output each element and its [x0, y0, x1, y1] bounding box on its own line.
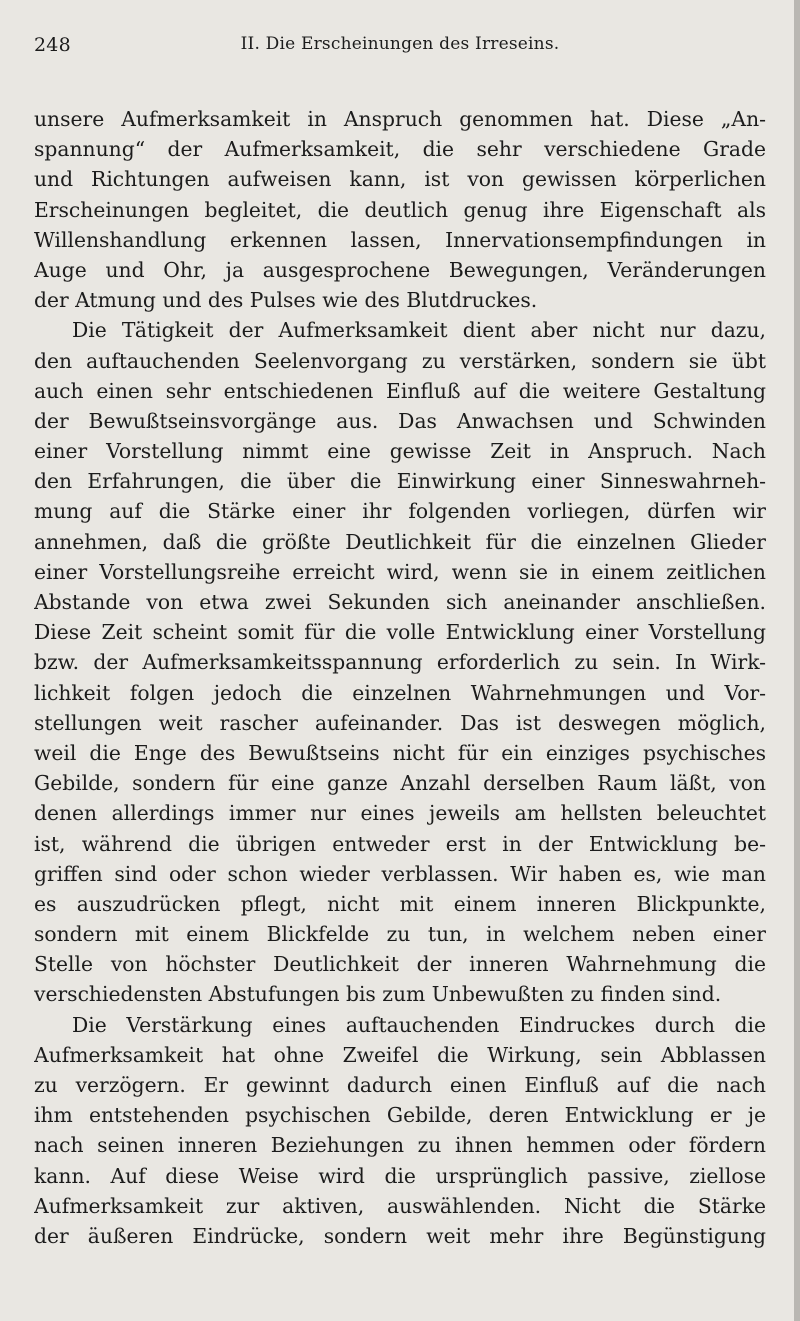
- text-line: verschiedensten Abstufungen bis zum Unbewußten zu finden sind.: [34, 982, 722, 1007]
- text-line: Erscheinungen begleitet, die deutlich genug ihre Eigenschaft als: [34, 197, 766, 222]
- text-line: der äußeren Eindrücke, sondern weit mehr ihre Begünstigung: [34, 1223, 766, 1248]
- text-line: den Erfahrungen, die über die Einwirkung einer Sinneswahrneh-: [34, 469, 766, 494]
- text-line: Abstande von etwa zwei Sekunden sich aneinander anschließen.: [34, 590, 766, 614]
- text-line: weil die Enge des Bewußtseins nicht für ein einziges psychisches: [34, 740, 766, 765]
- text-line: zu verzögern. Er gewinnt dadurch einen Einfluß auf die nach: [34, 1073, 766, 1097]
- page-edge-shadow: [794, 0, 800, 1321]
- text-line: ist, während die übrigen entweder erst in der Entwicklung be-: [34, 831, 766, 856]
- text-line: Auge und Ohr, ja ausgesprochene Bewegungen, Veränderungen: [34, 257, 766, 282]
- text-line: bzw. der Aufmerksamkeitsspannung erforderlich zu sein. In Wirk-: [34, 650, 766, 675]
- text-line: Die Tätigkeit der Aufmerksamkeit dient aber nicht nur dazu,: [72, 318, 766, 343]
- text-line: Stelle von höchster Deutlichkeit der inneren Wahrnehmung die: [34, 952, 766, 977]
- text-line: unsere Aufmerksamkeit in Anspruch genommen hat. Diese „An-: [34, 107, 766, 131]
- text-line: annehmen, daß die größte Deutlichkeit für die einzelnen Glieder: [34, 529, 766, 554]
- text-line: Gebilde, sondern für eine ganze Anzahl derselben Raum läßt, von: [34, 771, 766, 796]
- text-line: den auftauchenden Seelenvorgang zu verstärken, sondern sie übt: [34, 348, 766, 373]
- text-line: nach seinen inneren Beziehungen zu ihnen hemmen oder fördern: [34, 1133, 766, 1158]
- text-line: lichkeit folgen jedoch die einzelnen Wahrnehmungen und Vor-: [34, 680, 766, 705]
- text-line: mung auf die Stärke einer ihr folgenden vorliegen, dürfen wir: [34, 499, 766, 524]
- text-line: griffen sind oder schon wieder verblassen. Wir haben es, wie man: [34, 861, 766, 886]
- text-line: Diese Zeit scheint somit für die volle Entwicklung einer Vorstellung: [34, 620, 766, 645]
- text-line: stellungen weit rascher aufeinander. Das ist deswegen möglich,: [34, 710, 766, 735]
- body-text: [34, 104, 766, 1251]
- text-line: spannung“ der Aufmerksamkeit, die sehr verschiedene Grade: [34, 137, 766, 162]
- running-title: II. Die Erscheinungen des Irreseins.: [240, 34, 560, 54]
- text-line: kann. Auf diese Weise wird die ursprünglich passive, ziellose: [34, 1163, 766, 1188]
- text-line: Willenshandlung erkennen lassen, Innervationsempfindungen in: [34, 227, 766, 252]
- page-number: 248: [34, 34, 71, 56]
- text-line: Aufmerksamkeit hat ohne Zweifel die Wirkung, sein Abblassen: [34, 1042, 766, 1067]
- text-line: einer Vorstellung nimmt eine gewisse Zeit in Anspruch. Nach: [34, 439, 766, 464]
- text-line: der Bewußtseinsvorgänge aus. Das Anwachsen und Schwinden: [34, 408, 766, 433]
- text-line: auch einen sehr entschiedenen Einfluß auf die weitere Gestaltung: [34, 378, 766, 403]
- text-line: sondern mit einem Blickfelde zu tun, in welchem neben einer: [34, 922, 766, 947]
- text-line: und Richtungen aufweisen kann, ist von gewissen körperlichen: [34, 167, 766, 192]
- text-line: es auszudrücken pflegt, nicht mit einem inneren Blickpunkte,: [34, 891, 766, 916]
- running-header: [34, 30, 766, 60]
- text-line: einer Vorstellungsreihe erreicht wird, wenn sie in einem zeitlichen: [34, 559, 766, 584]
- text-line: Die Verstärkung eines auftauchenden Eindruckes durch die: [72, 1012, 766, 1037]
- text-line: Aufmerksamkeit zur aktiven, auswählenden. Nicht die Stärke: [34, 1193, 766, 1218]
- text-line: denen allerdings immer nur eines jeweils am hellsten beleuchtet: [34, 801, 766, 826]
- text-line: der Atmung und des Pulses wie des Blutdruckes.: [34, 288, 538, 313]
- text-line: ihm entstehenden psychischen Gebilde, deren Entwicklung er je: [34, 1103, 766, 1128]
